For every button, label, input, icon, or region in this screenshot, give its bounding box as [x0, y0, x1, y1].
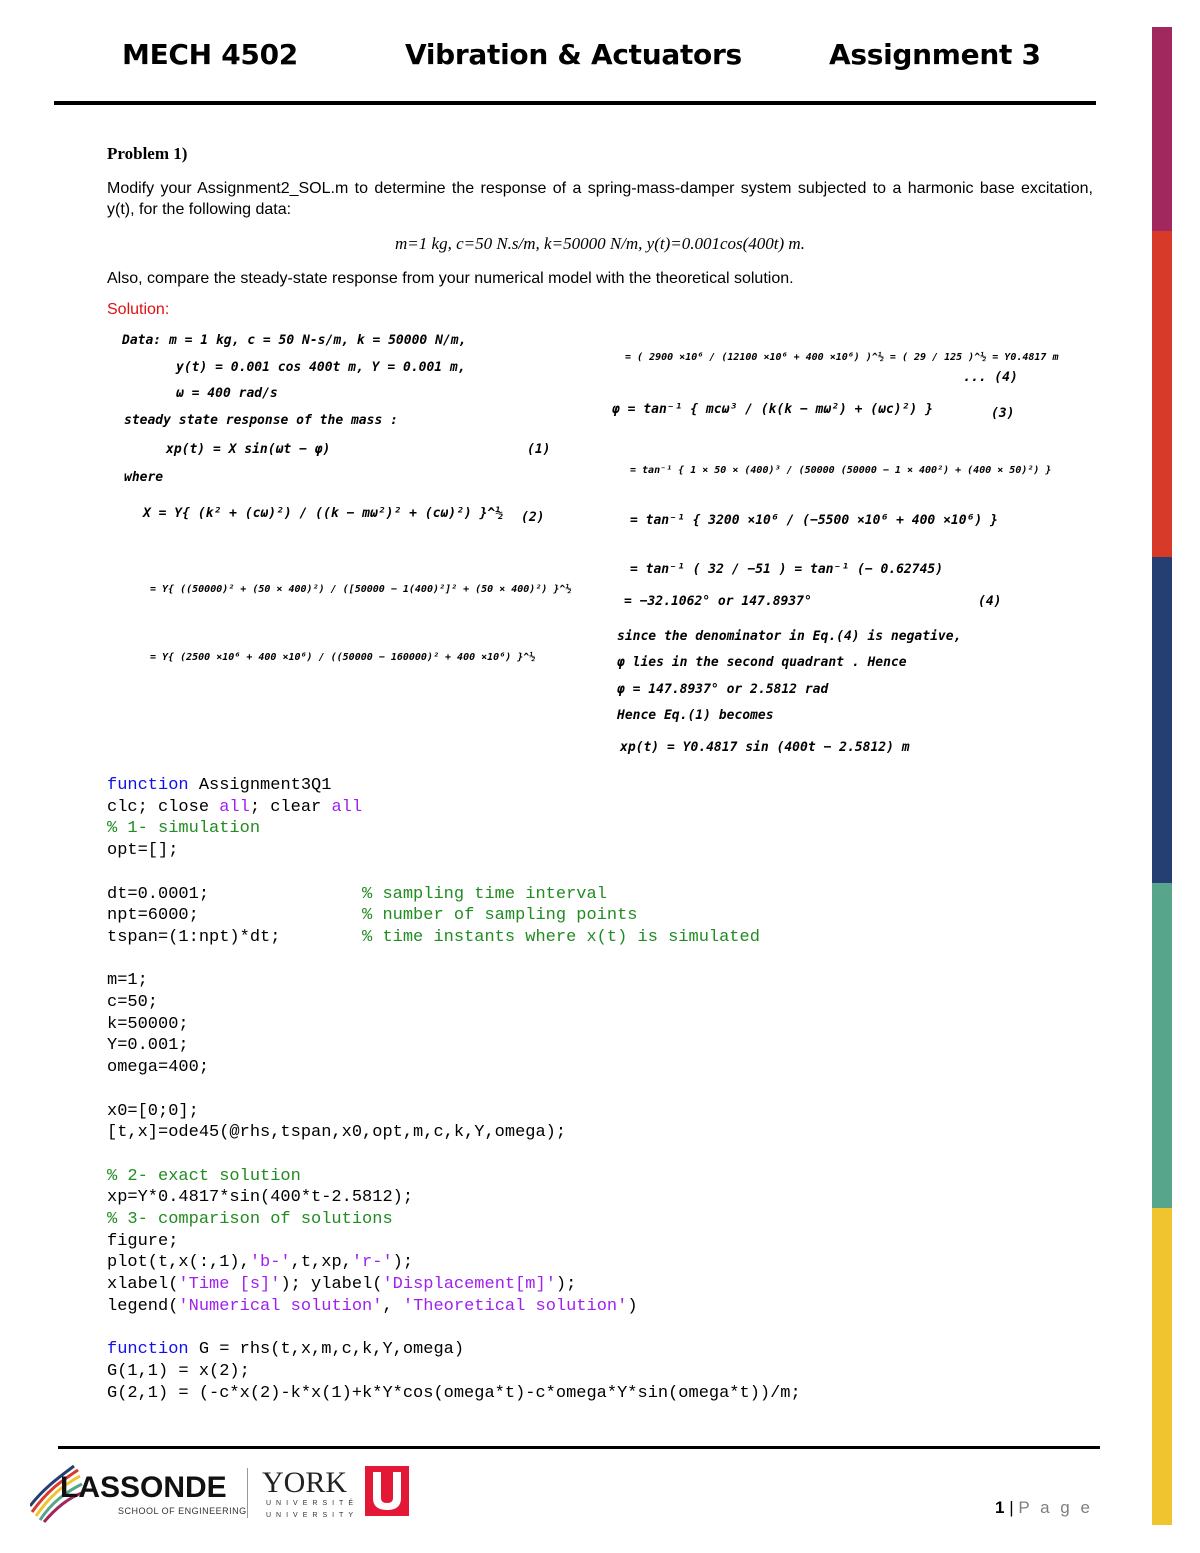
code-string: all — [219, 797, 250, 817]
code-line: c=50; — [107, 993, 159, 1013]
code-string: 'Displacement[m]' — [382, 1275, 556, 1295]
code-line: clc; close — [107, 797, 220, 817]
hw-phi-ratio: = tan⁻¹ ( 32 / −51 ) = tan⁻¹ (− 0.62745) — [630, 562, 944, 577]
code-line: figure; — [107, 1231, 179, 1251]
hw-phi-simplified: = tan⁻¹ { 3200 ×10⁶ / (−5500 ×10⁶ + 400 ×10⁶) } — [630, 513, 998, 528]
hw-omega: ω = 400 rad/s — [176, 386, 278, 401]
code-line: k=50000; — [107, 1014, 189, 1034]
code-line: ); ylabel( — [280, 1275, 383, 1295]
hw-phi-substituted: = tan⁻¹ { 1 × 50 × (400)³ / (50000 (50000 − 1 × 400²) + (400 × 50)²) } — [630, 465, 1052, 476]
york-wordmark: YORK — [262, 1466, 348, 1499]
solution-label: Solution: — [107, 301, 170, 318]
code-comment: % 2- exact solution — [107, 1166, 301, 1186]
color-strip-blue — [1152, 557, 1172, 883]
compare-text: Also, compare the steady-state response from your numerical model with the theoretical solution. — [107, 270, 794, 287]
york-sub-fr: UNIVERSITÉ — [266, 1500, 359, 1507]
logo-divider — [247, 1468, 248, 1518]
hw-denominator-note: since the denominator in Eq.(4) is negative, — [617, 629, 962, 644]
assignment-title: Assignment 3 — [829, 38, 1041, 71]
code-line: Assignment3Q1 — [188, 776, 332, 795]
code-comment: % 3- comparison of solutions — [107, 1210, 393, 1230]
hw-final-response: xp(t) = Y0.4817 sin (400t − 2.5812) m — [620, 740, 910, 755]
code-line: Y=0.001; — [107, 1036, 189, 1056]
code-line: ; clear — [249, 797, 332, 817]
matlab-code — [107, 775, 801, 1404]
hw-excitation: y(t) = 0.001 cos 400t m, Y = 0.001 m, — [176, 360, 466, 375]
problem-equation: m=1 kg, c=50 N.s/m, k=50000 N/m, y(t)=0.001cos(400t) m. — [395, 234, 805, 253]
page-label: P a g e — [1018, 1498, 1093, 1517]
code-string: all — [331, 797, 363, 817]
hw-where: where — [124, 470, 164, 485]
hw-eq2-simplified: = Y{ (2500 ×10⁶ + 400 ×10⁶) / ((50000 − 160000)² + 400 ×10⁶) }^½ — [150, 652, 536, 663]
code-comment: % time instants where x(t) is simulated — [362, 927, 760, 947]
code-line: G(1,1) = x(2); — [107, 1361, 250, 1381]
lassonde-subtitle: SCHOOL OF ENGINEERING — [118, 1506, 247, 1516]
code-string: 'r-' — [351, 1253, 393, 1273]
code-line: ); — [392, 1253, 414, 1273]
hw-eq2-substituted: = Y{ ((50000)² + (50 × 400)²) / ([50000 − 1(400)²]² + (50 × 400)²) }^½ — [150, 584, 572, 595]
code-line: ); — [555, 1275, 577, 1295]
code-line: xlabel( — [107, 1275, 179, 1295]
code-line: legend( — [107, 1296, 179, 1316]
page-number: 1 | P a g e — [995, 1498, 1093, 1517]
hw-data-line: Data: m = 1 kg, c = 50 N-s/m, k = 50000 N/m, — [122, 333, 467, 348]
hw-X-result: = ( 2900 ×10⁶ / (12100 ×10⁶ + 400 ×10⁶) )^½ = ( 29 / 125 )^½ = Y0.4817 m — [625, 352, 1059, 363]
code-string: 'Theoretical solution' — [402, 1296, 628, 1316]
hw-phi-final: φ = 147.8937° or 2.5812 rad — [617, 682, 829, 697]
code-line: tspan=(1:npt)*dt; — [107, 927, 363, 947]
code-string: 'b-' — [249, 1253, 291, 1273]
code-line: xp=Y*0.4817*sin(400*t-2.5812); — [107, 1188, 414, 1208]
page-number-value: 1 — [995, 1498, 1005, 1517]
code-line: npt=6000; — [107, 906, 363, 926]
hw-X-number: ... (4) — [963, 370, 1018, 385]
code-keyword: function — [107, 1340, 189, 1360]
hw-eq1-number: (1) — [527, 442, 551, 457]
code-keyword: function — [107, 776, 189, 795]
lassonde-wordmark: LASSONDE — [60, 1471, 227, 1504]
york-sub-en: UNIVERSITY — [266, 1512, 359, 1519]
color-strip-yellow — [1152, 1208, 1172, 1525]
code-line: dt=0.0001; — [107, 884, 363, 904]
hw-eq3: φ = tan⁻¹ { mcω³ / (k(k − mω²) + (ωc)²) } — [612, 402, 933, 417]
hw-eq2: X = Y{ (k² + (cω)²) / ((k − mω²)² + (cω)²) }^½ — [143, 506, 504, 521]
problem-text: Modify your Assignment2_SOL.m to determine the response of a spring-mass-damper system subjected to a harmonic base excitation, y(t), for the following data: — [107, 180, 1093, 218]
hw-eq2-number: (2) — [521, 510, 545, 525]
york-logo — [260, 1462, 420, 1524]
code-line: omega=400; — [107, 1058, 210, 1078]
code-string: 'Time [s]' — [178, 1275, 281, 1295]
hw-eq1: xp(t) = X sin(ωt − φ) — [166, 442, 331, 457]
color-strip-teal — [1152, 883, 1172, 1208]
code-line: m=1; — [107, 971, 148, 991]
code-comment: % number of sampling points — [362, 906, 638, 926]
code-line: , — [382, 1296, 403, 1316]
hw-quadrant-note: φ lies in the second quadrant . Hence — [617, 655, 907, 670]
york-u-icon — [365, 1466, 409, 1516]
course-title: Vibration & Actuators — [405, 38, 742, 71]
code-line: G = rhs(t,x,m,c,k,Y,omega) — [188, 1340, 465, 1360]
code-line: G(2,1) = (-c*x(2)-k*x(1)+k*Y*cos(omega*t)-c*omega*Y*sin(omega*t))/m; — [107, 1383, 801, 1403]
code-line: plot(t,x(:,1), — [107, 1253, 250, 1273]
code-comment: % 1- simulation — [107, 819, 261, 839]
hw-eq4-number: (4) — [978, 594, 1002, 609]
code-string: 'Numerical solution' — [178, 1296, 383, 1316]
code-line: ) — [627, 1296, 638, 1316]
color-strip-magenta — [1152, 27, 1172, 231]
hw-eq3-number: (3) — [991, 406, 1015, 421]
hw-phi-degrees: = −32.1062° or 147.8937° — [624, 594, 812, 609]
code-line: ,t,xp, — [290, 1253, 352, 1273]
footer-rule — [58, 1446, 1100, 1449]
problem-title: Problem 1) — [107, 144, 188, 163]
color-strip-red — [1152, 231, 1172, 557]
lassonde-logo — [30, 1462, 250, 1524]
header-rule — [54, 101, 1096, 105]
code-line: opt=[]; — [107, 841, 179, 861]
code-comment: % sampling time interval — [362, 884, 607, 904]
code-line: [t,x]=ode45(@rhs,tspan,x0,opt,m,c,k,Y,omega); — [107, 1123, 567, 1143]
course-code: MECH 4502 — [122, 38, 298, 71]
hw-hence: Hence Eq.(1) becomes — [617, 708, 774, 723]
code-line: x0=[0;0]; — [107, 1101, 199, 1121]
hw-steady-state: steady state response of the mass : — [124, 413, 398, 428]
